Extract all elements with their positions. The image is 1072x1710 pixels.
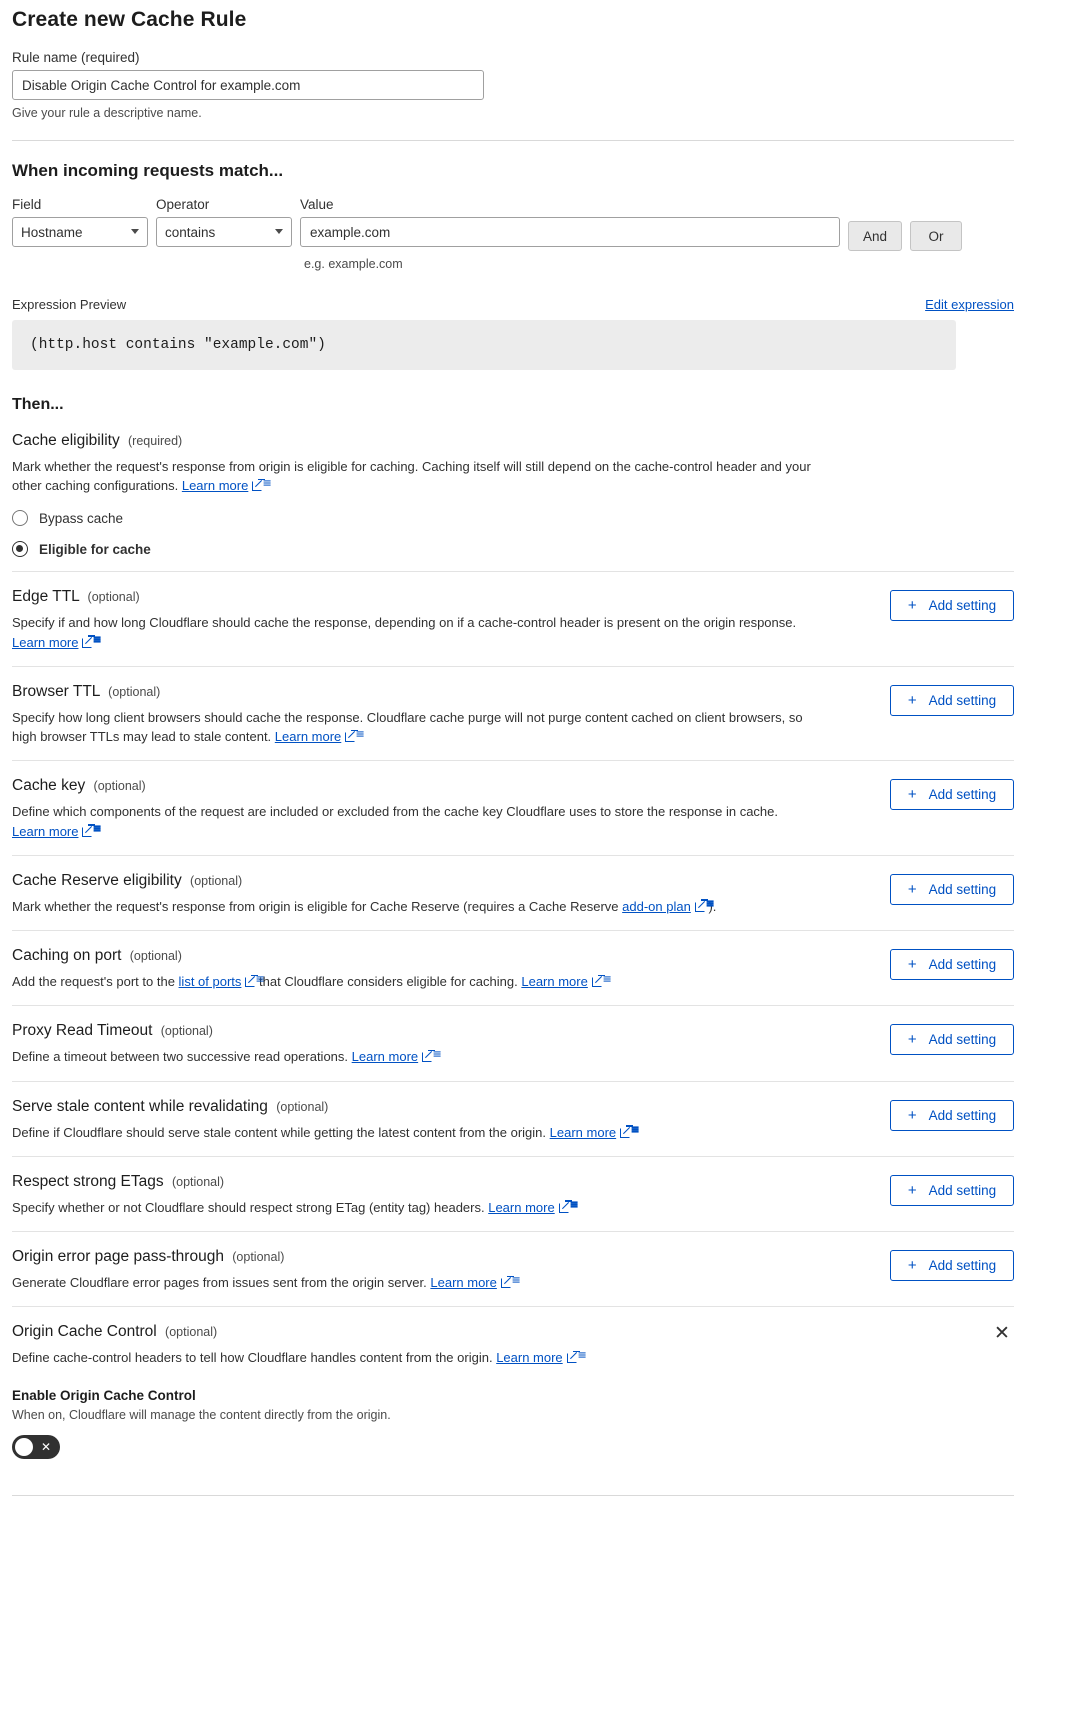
learn-more-link[interactable]: Learn more (496, 1350, 563, 1366)
setting-optional-tag: (optional) (93, 779, 146, 794)
setting-title (12, 777, 1014, 795)
value-column (300, 197, 840, 247)
field-label: Field (12, 197, 42, 212)
setting-desc-text: Define a timeout between two successive read operations. (12, 1049, 349, 1065)
plus-icon: + (907, 880, 917, 898)
setting-title (12, 1248, 1014, 1266)
origin-cache-control-toggle[interactable] (12, 1435, 60, 1459)
add-setting-label: Add setting (928, 1107, 997, 1123)
setting-origin-error-page-pass-through (12, 1231, 1014, 1306)
setting-desc (12, 897, 812, 916)
setting-title-text: Browser TTL (12, 682, 100, 700)
external-link-icon (592, 977, 602, 987)
external-link-icon (567, 1353, 577, 1363)
setting-desc (12, 1047, 812, 1066)
plus-icon: + (907, 597, 917, 615)
setting-desc (12, 1273, 812, 1292)
radio-eligible-label: Eligible for cache (39, 541, 151, 557)
setting-browser-ttl (12, 666, 1014, 760)
setting-title (12, 1022, 1014, 1040)
divider-1 (12, 140, 1014, 141)
enable-origin-cache-control-label: Enable Origin Cache Control (12, 1387, 196, 1403)
external-link-icon (245, 977, 255, 987)
add-setting-label: Add setting (928, 1258, 997, 1274)
add-setting-button[interactable] (890, 1175, 1014, 1206)
add-setting-button[interactable] (890, 1250, 1014, 1281)
external-link-icon (559, 1203, 569, 1213)
setting-desc-text: Define which components of the request are included or excluded from the cache key Cloudflare uses to store the response in cache. (12, 804, 778, 820)
add-setting-button[interactable] (890, 590, 1014, 621)
setting-title (12, 947, 1014, 965)
setting-desc (12, 1198, 812, 1217)
setting-desc (12, 972, 812, 991)
value-hint: e.g. example.com (304, 257, 403, 271)
radio-icon-selected[interactable] (12, 541, 28, 557)
external-link-icon (252, 481, 262, 491)
learn-more-link[interactable]: Learn more (521, 974, 588, 990)
learn-more-link[interactable]: Learn more (181, 478, 249, 494)
origin-cache-control-optional-tag: (optional) (165, 1325, 218, 1340)
external-link-icon (82, 827, 92, 837)
then-heading: Then... (12, 396, 64, 413)
setting-desc-before: Mark whether the request's response from origin is eligible for Cache Reserve (requires a Cache Reserve (12, 898, 619, 914)
external-link-icon (620, 1128, 630, 1138)
setting-optional-tag: (optional) (232, 1250, 285, 1265)
add-setting-label: Add setting (928, 692, 997, 708)
value-input[interactable] (300, 217, 840, 247)
radio-icon[interactable] (12, 510, 28, 526)
divider-bottom (12, 1495, 1014, 1496)
origin-cache-control-desc (12, 1348, 812, 1367)
operator-select-wrap (156, 217, 292, 247)
cache-rule-form (0, 8, 1072, 1496)
setting-optional-tag: (optional) (276, 1099, 329, 1114)
expression-header (12, 297, 1014, 312)
plus-icon: + (907, 691, 917, 709)
origin-cache-control-desc-text: Define cache-control headers to tell how Cloudflare handles content from the origin. (12, 1350, 493, 1366)
plus-icon: + (907, 956, 917, 974)
origin-cache-control-title (12, 1323, 1014, 1341)
close-icon[interactable]: ✕ (994, 1323, 1010, 1345)
learn-more-link[interactable]: Learn more (430, 1275, 497, 1291)
setting-title (12, 588, 1014, 606)
setting-optional-tag: (optional) (87, 590, 140, 605)
or-button[interactable]: Or (910, 221, 962, 251)
learn-more-link[interactable]: Learn more (549, 1124, 617, 1140)
setting-desc (12, 613, 812, 651)
edit-expression-link[interactable]: Edit expression (925, 297, 1014, 312)
match-heading: When incoming requests match... (12, 161, 284, 180)
field-select-wrap (12, 217, 148, 247)
setting-caching-on-port (12, 930, 1014, 1005)
setting-title-text: Caching on port (12, 947, 122, 965)
expression-preview: (http.host contains "example.com") (12, 320, 956, 370)
operator-select[interactable] (156, 217, 292, 247)
field-column (12, 197, 148, 247)
add-setting-button[interactable] (890, 1100, 1014, 1131)
plus-icon: + (907, 1106, 917, 1124)
add-setting-label: Add setting (928, 598, 997, 614)
setting-title-text: Proxy Read Timeout (12, 1022, 153, 1040)
add-setting-label: Add setting (928, 787, 997, 803)
setting-title-text: Edge TTL (12, 588, 80, 606)
setting-desc-text: Generate Cloudflare error pages from issues sent from the origin server. (12, 1275, 427, 1291)
setting-edge-ttl (12, 571, 1014, 665)
setting-title (12, 872, 1014, 890)
add-setting-button[interactable] (890, 874, 1014, 905)
plus-icon: + (907, 786, 917, 804)
rule-name-input[interactable] (12, 70, 484, 100)
setting-title (12, 683, 1014, 701)
setting-desc-text: Specify whether or not Cloudflare should respect strong ETag (entity tag) headers. (12, 1199, 485, 1215)
external-link-icon (82, 638, 92, 648)
cache-eligibility-desc-text: Mark whether the request's response from origin is eligible for caching. Caching itself will still depend on the cache-control header and your other caching configurations. (12, 459, 811, 494)
setting-desc-text: Specify how long client browsers should cache the response. Cloudflare cache purge will not purge content cached on client browsers, so high browser TTLs may lead to stale content. (12, 709, 803, 745)
rule-name-helper: Give your rule a descriptive name. (12, 106, 202, 120)
cache-eligibility-title-text: Cache eligibility (12, 432, 120, 449)
setting-title-text: Serve stale content while revalidating (12, 1097, 268, 1115)
list-of-ports-link[interactable]: list of ports (178, 974, 242, 990)
setting-desc (12, 802, 812, 840)
setting-cache-reserve-eligibility (12, 855, 1014, 930)
match-row (12, 197, 1014, 251)
setting-title (12, 1173, 1014, 1191)
setting-desc-text: Specify if and how long Cloudflare should cache the response, depending on if a cache-control header is present on the origin response. (12, 615, 797, 631)
operator-column (156, 197, 292, 247)
rule-name-label: Rule name (required) (12, 50, 140, 65)
external-link-icon (501, 1278, 511, 1288)
setting-title-text: Cache Reserve eligibility (12, 871, 182, 889)
setting-optional-tag: (optional) (108, 684, 161, 699)
toggle-off-icon: ✕ (40, 1439, 51, 1454)
plus-icon: + (907, 1031, 917, 1049)
external-link-icon (345, 732, 355, 742)
radio-bypass-cache[interactable] (12, 510, 1014, 526)
logic-buttons (848, 197, 962, 251)
plus-icon: + (907, 1257, 917, 1275)
add-setting-button[interactable] (890, 779, 1014, 810)
expression-label: Expression Preview (12, 297, 127, 312)
setting-optional-tag: (optional) (171, 1174, 225, 1189)
learn-more-link[interactable]: Learn more (12, 823, 79, 839)
and-button[interactable]: And (848, 221, 902, 251)
setting-cache-eligibility (12, 414, 1014, 571)
setting-title-text: Respect strong ETags (12, 1172, 164, 1190)
enable-origin-cache-control-desc: When on, Cloudflare will manage the content directly from the origin. (12, 1407, 391, 1422)
cache-eligibility-title (12, 432, 1014, 450)
setting-optional-tag: (optional) (129, 949, 182, 964)
add-on-plan-link[interactable]: add-on plan (622, 898, 691, 914)
setting-cache-key (12, 760, 1014, 854)
add-setting-button[interactable] (890, 1024, 1014, 1055)
setting-desc-text: Define if Cloudflare should serve stale content while getting the latest content from the origin. (12, 1124, 547, 1140)
add-setting-label: Add setting (928, 1182, 997, 1198)
setting-origin-cache-control (12, 1306, 1014, 1472)
radio-bypass-label: Bypass cache (39, 510, 124, 526)
setting-title (12, 1098, 1014, 1116)
add-setting-label: Add setting (928, 957, 997, 973)
value-label: Value (300, 197, 334, 212)
setting-serve-stale-content (12, 1081, 1014, 1156)
setting-desc (12, 1123, 812, 1142)
cache-eligibility-required-tag: (required) (128, 434, 183, 448)
add-setting-button[interactable] (890, 949, 1014, 980)
setting-title-text: Origin error page pass-through (12, 1248, 224, 1266)
setting-respect-strong-etags (12, 1156, 1014, 1231)
learn-more-link[interactable]: Learn more (12, 634, 79, 650)
add-setting-button[interactable] (890, 685, 1014, 716)
cache-eligibility-desc (12, 457, 812, 495)
external-link-icon (422, 1052, 432, 1062)
setting-desc (12, 708, 812, 746)
setting-desc-after: ). (708, 898, 717, 914)
radio-eligible-for-cache[interactable] (12, 541, 1014, 557)
learn-more-link[interactable]: Learn more (351, 1049, 419, 1065)
add-setting-label: Add setting (928, 1032, 997, 1048)
setting-title-text: Cache key (12, 777, 86, 795)
plus-icon: + (907, 1181, 917, 1199)
setting-desc-before: Add the request's port to the (12, 974, 175, 990)
setting-optional-tag: (optional) (190, 873, 243, 888)
page-title: Create new Cache Rule (12, 8, 247, 31)
field-select[interactable] (12, 217, 148, 247)
add-setting-label: Add setting (928, 881, 997, 897)
learn-more-link[interactable]: Learn more (488, 1199, 555, 1215)
setting-desc-after: that Cloudflare considers eligible for caching. (259, 974, 518, 990)
setting-proxy-read-timeout (12, 1005, 1014, 1080)
setting-optional-tag: (optional) (160, 1024, 213, 1039)
rule-name-group (12, 50, 1014, 120)
external-link-icon (695, 902, 705, 912)
toggle-knob (15, 1438, 33, 1456)
origin-cache-control-title-text: Origin Cache Control (12, 1323, 157, 1341)
learn-more-link[interactable]: Learn more (274, 729, 342, 745)
operator-label: Operator (156, 197, 210, 212)
